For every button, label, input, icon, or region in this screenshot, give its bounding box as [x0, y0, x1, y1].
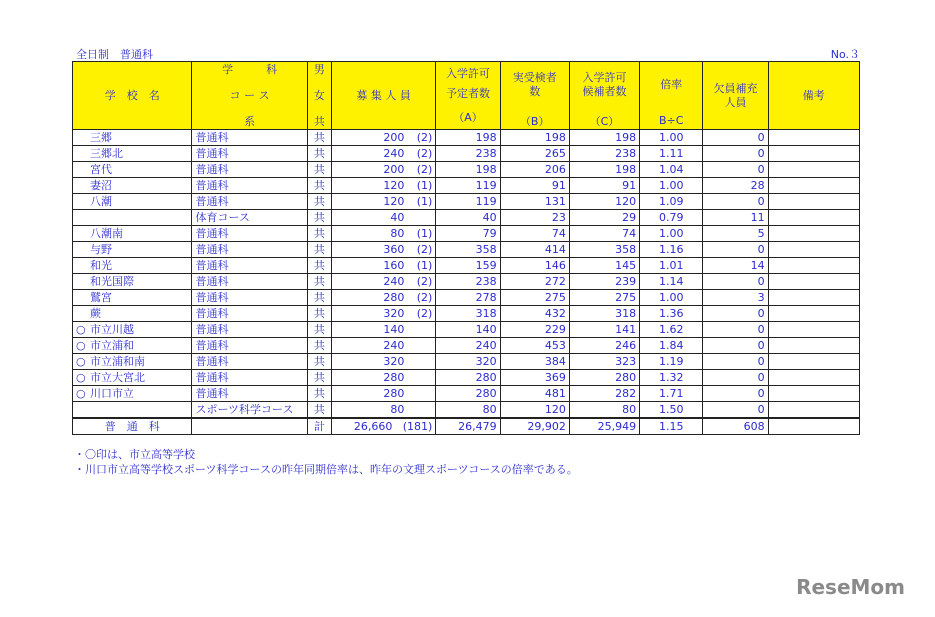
gender-cell: 共 — [307, 322, 331, 338]
vacancy-cell: 0 — [703, 338, 768, 354]
vacancy-cell: 0 — [703, 386, 768, 402]
recruit-cell — [331, 162, 435, 178]
recruit-cell — [331, 370, 435, 386]
ratio-cell: 1.16 — [640, 242, 703, 258]
recruit-count: 80 — [390, 402, 405, 416]
course-cell: 普通科 — [192, 146, 307, 162]
examinees-cell: 384 — [500, 354, 569, 370]
remarks-cell — [768, 178, 859, 194]
vacancy-cell: 3 — [703, 290, 768, 306]
ratio-cell: 1.04 — [640, 162, 703, 178]
header-recruit: 募 集 人 員 — [331, 62, 435, 130]
examinees-cell: 414 — [500, 242, 569, 258]
vacancy-cell: 0 — [703, 146, 768, 162]
table-row — [73, 370, 860, 386]
table-row — [73, 130, 860, 146]
recruit-count: 360 — [383, 242, 405, 256]
recruit-cell — [331, 290, 435, 306]
examinees-cell: 272 — [500, 274, 569, 290]
ratio-cell: 1.84 — [640, 338, 703, 354]
table-row — [73, 178, 860, 194]
total-candidates: 25,949 — [569, 418, 639, 435]
ratio-cell: 1.50 — [640, 402, 703, 419]
table-row — [73, 162, 860, 178]
gender-cell: 共 — [307, 194, 331, 210]
school-name-cell — [73, 322, 192, 338]
total-examinees: 29,902 — [500, 418, 569, 435]
recruit-count: 320 — [383, 354, 405, 368]
course-cell: 体育コース — [192, 210, 307, 226]
document-title: 全日制 普通科 — [76, 48, 153, 61]
recruit-count: 160 — [383, 258, 405, 272]
gender-cell: 共 — [307, 370, 331, 386]
ratio-cell: 1.14 — [640, 274, 703, 290]
candidates-cell: 246 — [569, 338, 639, 354]
total-row — [73, 418, 860, 435]
recruit-cell — [331, 274, 435, 290]
municipal-mark: ○ — [76, 370, 86, 384]
admission-table — [72, 61, 860, 435]
remarks-cell — [768, 162, 859, 178]
admit-plan-cell: 280 — [436, 386, 500, 402]
table-row — [73, 354, 860, 370]
school-name: 八潮南 — [90, 226, 123, 240]
course-cell: 普通科 — [192, 386, 307, 402]
table-row — [73, 146, 860, 162]
candidates-cell: 145 — [569, 258, 639, 274]
vacancy-cell: 0 — [703, 242, 768, 258]
gender-cell: 共 — [307, 402, 331, 419]
ratio-cell: 1.19 — [640, 354, 703, 370]
vacancy-cell: 0 — [703, 194, 768, 210]
recruit-cell — [331, 146, 435, 162]
school-name-cell — [73, 162, 192, 178]
header-vacancy: 欠員補充 人員 — [703, 62, 768, 130]
course-cell: 普通科 — [192, 130, 307, 146]
course-cell: 普通科 — [192, 258, 307, 274]
recruit-count: 80 — [390, 226, 405, 240]
recruit-count: 240 — [383, 338, 405, 352]
gender-cell: 共 — [307, 226, 331, 242]
candidates-cell: 358 — [569, 242, 639, 258]
table-row — [73, 322, 860, 338]
recruit-cell — [331, 130, 435, 146]
examinees-cell: 369 — [500, 370, 569, 386]
gender-cell: 共 — [307, 306, 331, 322]
table-row — [73, 194, 860, 210]
table-row — [73, 226, 860, 242]
remarks-cell — [768, 354, 859, 370]
course-cell: 普通科 — [192, 178, 307, 194]
vacancy-cell: 0 — [703, 162, 768, 178]
examinees-cell: 275 — [500, 290, 569, 306]
gender-cell: 共 — [307, 146, 331, 162]
school-name: 鷲宮 — [90, 290, 112, 304]
school-name: 和光 — [90, 258, 112, 272]
examinees-cell: 265 — [500, 146, 569, 162]
examinees-cell: 146 — [500, 258, 569, 274]
school-name: 宮代 — [90, 162, 112, 176]
recruit-paren: (2) — [416, 242, 433, 256]
recruit-count: 140 — [383, 322, 405, 336]
recruit-count: 120 — [383, 194, 405, 208]
gender-cell: 共 — [307, 290, 331, 306]
admit-plan-cell: 198 — [436, 162, 500, 178]
school-name: 川口市立 — [90, 386, 134, 400]
header-course: 学 科 コ ー ス 系 — [192, 62, 307, 130]
total-remarks — [768, 418, 859, 435]
recruit-paren: (1) — [416, 178, 433, 192]
candidates-cell: 74 — [569, 226, 639, 242]
examinees-cell: 74 — [500, 226, 569, 242]
recruit-count: 280 — [383, 370, 405, 384]
course-cell: 普通科 — [192, 322, 307, 338]
school-name: 妻沼 — [90, 178, 112, 192]
school-name: 与野 — [90, 242, 112, 256]
vacancy-cell: 0 — [703, 306, 768, 322]
school-name-cell — [73, 146, 192, 162]
remarks-cell — [768, 226, 859, 242]
admit-plan-cell: 80 — [436, 402, 500, 419]
recruit-count: 200 — [383, 162, 405, 176]
total-vacancy: 608 — [703, 418, 768, 435]
admit-plan-cell: 159 — [436, 258, 500, 274]
footnote-1: ・〇印は、市立高等学校 — [74, 448, 195, 461]
ratio-cell: 1.09 — [640, 194, 703, 210]
header-ratio: 倍率 B÷C — [640, 62, 703, 130]
header-remarks: 備考 — [768, 62, 859, 130]
recruit-count: 280 — [383, 386, 405, 400]
table-row — [73, 242, 860, 258]
school-name: 三郷北 — [90, 146, 123, 160]
table-row — [73, 306, 860, 322]
school-name-cell — [73, 306, 192, 322]
gender-cell: 共 — [307, 242, 331, 258]
remarks-cell — [768, 210, 859, 226]
examinees-cell: 131 — [500, 194, 569, 210]
table-row — [73, 386, 860, 402]
remarks-cell — [768, 258, 859, 274]
school-name: 市立川越 — [90, 322, 134, 336]
resemom-logo: ReseMom — [796, 575, 905, 599]
candidates-cell: 318 — [569, 306, 639, 322]
ratio-cell: 0.79 — [640, 210, 703, 226]
recruit-cell — [331, 194, 435, 210]
vacancy-cell: 0 — [703, 402, 768, 419]
footnotes — [74, 447, 578, 477]
course-cell: 普通科 — [192, 354, 307, 370]
header-gender: 男 女 共 — [307, 62, 331, 130]
total-label: 普 通 科 — [73, 418, 192, 435]
recruit-cell — [331, 306, 435, 322]
course-cell: 普通科 — [192, 226, 307, 242]
examinees-cell: 198 — [500, 130, 569, 146]
table-row — [73, 274, 860, 290]
municipal-mark: ○ — [76, 322, 86, 336]
recruit-cell — [331, 226, 435, 242]
admit-plan-cell: 238 — [436, 146, 500, 162]
recruit-paren: (2) — [416, 162, 433, 176]
school-name-cell — [73, 178, 192, 194]
recruit-paren: (2) — [416, 290, 433, 304]
course-cell: 普通科 — [192, 290, 307, 306]
table-row — [73, 402, 860, 419]
school-name: 市立浦和南 — [90, 354, 145, 368]
ratio-cell: 1.00 — [640, 226, 703, 242]
vacancy-cell: 28 — [703, 178, 768, 194]
candidates-cell: 198 — [569, 130, 639, 146]
examinees-cell: 23 — [500, 210, 569, 226]
total-ratio: 1.15 — [640, 418, 703, 435]
recruit-count: 200 — [383, 130, 405, 144]
recruit-count: 280 — [383, 290, 405, 304]
gender-cell: 共 — [307, 274, 331, 290]
candidates-cell: 239 — [569, 274, 639, 290]
table-row — [73, 258, 860, 274]
recruit-count: 40 — [390, 210, 405, 224]
admit-plan-cell: 318 — [436, 306, 500, 322]
candidates-cell: 282 — [569, 386, 639, 402]
course-cell: 普通科 — [192, 370, 307, 386]
ratio-cell: 1.00 — [640, 130, 703, 146]
gender-cell: 共 — [307, 338, 331, 354]
ratio-cell: 1.00 — [640, 290, 703, 306]
school-name-cell — [73, 370, 192, 386]
ratio-cell: 1.36 — [640, 306, 703, 322]
vacancy-cell: 0 — [703, 354, 768, 370]
remarks-cell — [768, 274, 859, 290]
school-name: 和光国際 — [90, 274, 134, 288]
admit-plan-cell: 119 — [436, 178, 500, 194]
admit-plan-cell: 358 — [436, 242, 500, 258]
candidates-cell: 120 — [569, 194, 639, 210]
school-name: 市立浦和 — [90, 338, 134, 352]
remarks-cell — [768, 306, 859, 322]
admit-plan-cell: 280 — [436, 370, 500, 386]
school-name-cell — [73, 402, 192, 419]
admit-plan-cell: 79 — [436, 226, 500, 242]
header-school: 学 校 名 — [73, 62, 192, 130]
school-name-cell — [73, 354, 192, 370]
remarks-cell — [768, 242, 859, 258]
recruit-cell — [331, 386, 435, 402]
vacancy-cell: 5 — [703, 226, 768, 242]
recruit-paren: (1) — [416, 226, 433, 240]
school-name: 市立大宮北 — [90, 370, 145, 384]
gender-cell: 共 — [307, 178, 331, 194]
ratio-cell: 1.00 — [640, 178, 703, 194]
admit-plan-cell: 238 — [436, 274, 500, 290]
recruit-cell — [331, 210, 435, 226]
admit-plan-cell: 240 — [436, 338, 500, 354]
school-name: 八潮 — [90, 194, 112, 208]
ratio-cell: 1.71 — [640, 386, 703, 402]
header-candidates: 入学許可 候補者数 （C） — [569, 62, 639, 130]
candidates-cell: 323 — [569, 354, 639, 370]
remarks-cell — [768, 146, 859, 162]
course-cell: 普通科 — [192, 306, 307, 322]
total-recruit: 26,660 (181) — [331, 418, 435, 435]
remarks-cell — [768, 338, 859, 354]
gender-cell: 共 — [307, 354, 331, 370]
school-name-cell — [73, 290, 192, 306]
school-name-cell — [73, 338, 192, 354]
recruit-count: 240 — [383, 146, 405, 160]
examinees-cell: 453 — [500, 338, 569, 354]
remarks-cell — [768, 402, 859, 419]
recruit-cell — [331, 242, 435, 258]
vacancy-cell: 14 — [703, 258, 768, 274]
vacancy-cell: 0 — [703, 370, 768, 386]
examinees-cell: 432 — [500, 306, 569, 322]
course-cell: 普通科 — [192, 242, 307, 258]
municipal-mark: ○ — [76, 354, 86, 368]
page-number: No.３ — [830, 48, 860, 61]
vacancy-cell: 0 — [703, 322, 768, 338]
candidates-cell: 198 — [569, 162, 639, 178]
gender-cell: 共 — [307, 258, 331, 274]
admit-plan-cell: 140 — [436, 322, 500, 338]
course-cell: 普通科 — [192, 338, 307, 354]
school-name-cell — [73, 226, 192, 242]
examinees-cell: 120 — [500, 402, 569, 419]
school-name: 蕨 — [90, 306, 101, 320]
school-name: 三郷 — [90, 130, 112, 144]
remarks-cell — [768, 370, 859, 386]
recruit-cell — [331, 258, 435, 274]
remarks-cell — [768, 322, 859, 338]
admit-plan-cell: 198 — [436, 130, 500, 146]
candidates-cell: 91 — [569, 178, 639, 194]
recruit-paren: (2) — [416, 146, 433, 160]
ratio-cell: 1.32 — [640, 370, 703, 386]
table-row — [73, 290, 860, 306]
gender-cell: 共 — [307, 162, 331, 178]
vacancy-cell: 0 — [703, 130, 768, 146]
recruit-cell — [331, 178, 435, 194]
candidates-cell: 238 — [569, 146, 639, 162]
ratio-cell: 1.01 — [640, 258, 703, 274]
course-cell: 普通科 — [192, 162, 307, 178]
admit-plan-cell: 119 — [436, 194, 500, 210]
table-header — [73, 62, 860, 130]
remarks-cell — [768, 194, 859, 210]
course-cell: 普通科 — [192, 194, 307, 210]
admit-plan-cell: 320 — [436, 354, 500, 370]
total-admit-plan: 26,479 — [436, 418, 500, 435]
header-examinees: 実受検者 数 （B） — [500, 62, 569, 130]
remarks-cell — [768, 290, 859, 306]
footnote-2: ・川口市立高等学校スポーツ科学コースの昨年同期倍率は、昨年の文理スポーツコースの倍率である。 — [74, 463, 578, 476]
examinees-cell: 91 — [500, 178, 569, 194]
recruit-count: 320 — [383, 306, 405, 320]
header-admit-plan: 入学許可 予定者数 （A） — [436, 62, 500, 130]
gender-cell: 共 — [307, 210, 331, 226]
ratio-cell: 1.62 — [640, 322, 703, 338]
municipal-mark: ○ — [76, 338, 86, 352]
school-name-cell — [73, 130, 192, 146]
recruit-paren: (2) — [416, 274, 433, 288]
total-course-cell — [192, 418, 307, 435]
gender-cell: 共 — [307, 130, 331, 146]
examinees-cell: 206 — [500, 162, 569, 178]
admit-plan-cell: 278 — [436, 290, 500, 306]
table-total — [73, 418, 860, 435]
candidates-cell: 280 — [569, 370, 639, 386]
candidates-cell: 141 — [569, 322, 639, 338]
examinees-cell: 229 — [500, 322, 569, 338]
recruit-cell — [331, 338, 435, 354]
school-name-cell — [73, 242, 192, 258]
recruit-count: 240 — [383, 274, 405, 288]
school-name-cell — [73, 210, 192, 226]
candidates-cell: 275 — [569, 290, 639, 306]
course-cell: スポーツ科学コース — [192, 402, 307, 419]
table-row — [73, 210, 860, 226]
school-name-cell — [73, 274, 192, 290]
school-name-cell — [73, 194, 192, 210]
recruit-paren: (1) — [416, 258, 433, 272]
table-row — [73, 338, 860, 354]
recruit-paren: (1) — [416, 194, 433, 208]
course-cell: 普通科 — [192, 274, 307, 290]
recruit-count: 120 — [383, 178, 405, 192]
school-name-cell — [73, 386, 192, 402]
candidates-cell: 29 — [569, 210, 639, 226]
remarks-cell — [768, 130, 859, 146]
remarks-cell — [768, 386, 859, 402]
admit-plan-cell: 40 — [436, 210, 500, 226]
recruit-cell — [331, 354, 435, 370]
recruit-paren: (2) — [416, 306, 433, 320]
recruit-cell — [331, 322, 435, 338]
school-name-cell — [73, 258, 192, 274]
vacancy-cell: 11 — [703, 210, 768, 226]
vacancy-cell: 0 — [703, 274, 768, 290]
examinees-cell: 481 — [500, 386, 569, 402]
table-body — [73, 130, 860, 419]
municipal-mark: ○ — [76, 386, 86, 400]
ratio-cell: 1.11 — [640, 146, 703, 162]
recruit-paren: (2) — [416, 130, 433, 144]
total-gender: 計 — [307, 418, 331, 435]
candidates-cell: 80 — [569, 402, 639, 419]
gender-cell: 共 — [307, 386, 331, 402]
recruit-cell — [331, 402, 435, 419]
